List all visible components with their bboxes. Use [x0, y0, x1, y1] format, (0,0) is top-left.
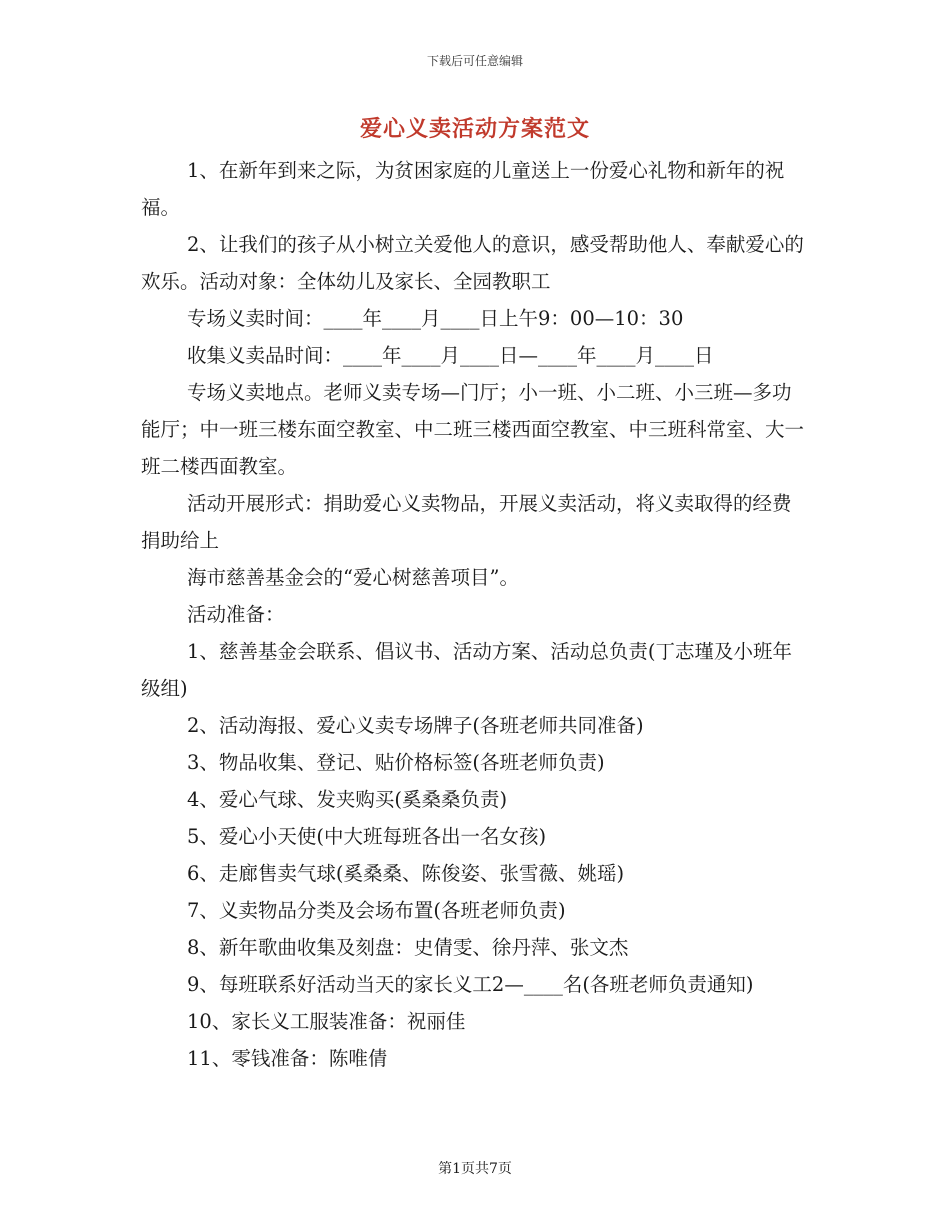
list-item-prep-8: 8、新年歌曲收集及刻盘：史倩雯、徐丹萍、张文杰 — [187, 936, 629, 959]
list-item-prep-4: 4、爱心气球、发夹购买(奚桑桑负责) — [187, 788, 508, 811]
paragraph-prep-heading: 活动准备： — [187, 603, 285, 626]
paragraph-format-cont: 海市慈善基金会的“爱心树慈善项目”。 — [187, 566, 519, 589]
document-body — [141, 152, 809, 1077]
list-item-prep-10: 10、家长义工服装准备：祝丽佳 — [187, 1010, 466, 1033]
list-item-prep-2: 2、活动海报、爱心义卖专场牌子(各班老师共同准备) — [187, 714, 644, 737]
paragraph-goal-1: 1、在新年到来之际，为贫困家庭的儿童送上一份爱心礼物和新年的祝福。 — [141, 159, 785, 219]
paragraph-goal-2: 2、让我们的孩子从小树立关爱他人的意识，感受帮助他人、奉献爱心的欢乐。活动对象：全体幼儿及家长、全园教职工 — [141, 233, 804, 293]
list-item-prep-3: 3、物品收集、登记、贴价格标签(各班老师负责) — [187, 751, 605, 774]
page-footer: 第1页共7页 — [438, 1161, 512, 1177]
paragraph-sale-time: 专场义卖时间：____年____月____日上午9：00—10：30 — [187, 307, 684, 330]
document-title: 爱心义卖活动方案范文 — [359, 116, 590, 142]
list-item-prep-1: 1、慈善基金会联系、倡议书、活动方案、活动总负责(丁志瑾及小班年级组) — [141, 640, 793, 700]
paragraph-format: 活动开展形式：捐助爱心义卖物品，开展义卖活动，将义卖取得的经费捐助给上 — [141, 492, 792, 552]
list-item-prep-5: 5、爱心小天使(中大班每班各出一名女孩) — [187, 825, 547, 848]
list-item-prep-6: 6、走廊售卖气球(奚桑桑、陈俊姿、张雪薇、姚瑶) — [187, 862, 625, 885]
list-item-prep-7: 7、义卖物品分类及会场布置(各班老师负责) — [187, 899, 566, 922]
list-item-prep-11: 11、零钱准备：陈唯倩 — [187, 1047, 388, 1070]
paragraph-location: 专场义卖地点。老师义卖专场—门厅；小一班、小二班、小三班—多功能厅；中一班三楼东面空教室、中二班三楼西面空教室、中三班科常室、大一班二楼西面教室。 — [141, 381, 805, 478]
list-item-prep-9: 9、每班联系好活动当天的家长义工2—____名(各班老师负责通知) — [187, 973, 754, 996]
paragraph-collect-time: 收集义卖品时间：____年____月____日—____年____月____日 — [187, 344, 714, 367]
header-note: 下载后可任意编辑 — [426, 54, 523, 68]
